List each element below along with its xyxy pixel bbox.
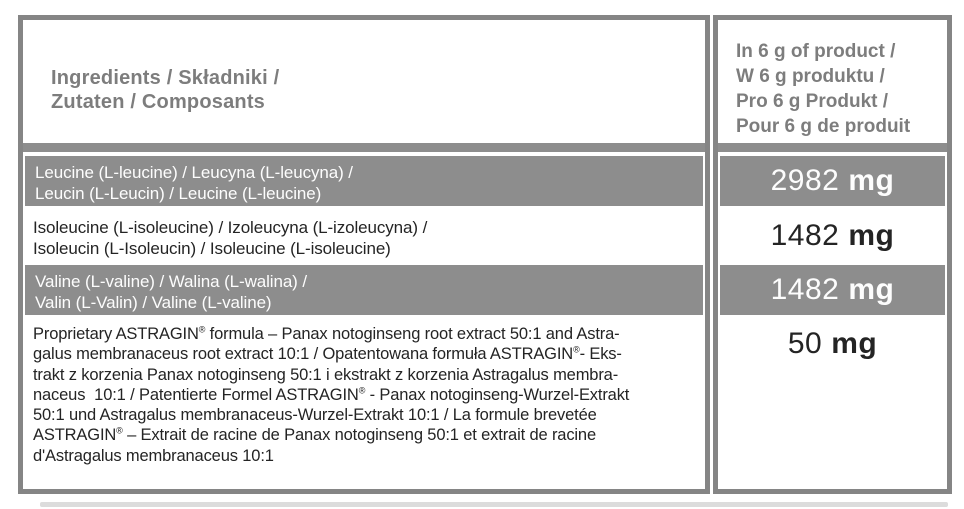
amounts-header-cell — [718, 20, 947, 143]
amounts-header-line4: Pour 6 g de produit — [736, 115, 911, 137]
ingredient-name-line: Valine (L-valine) / Walina (L-walina) / — [35, 272, 307, 291]
ingredients-column — [18, 15, 710, 494]
ingredient-name-line: Leucin (L-Leucin) / Leucine (L-leucine) — [35, 184, 322, 203]
amount-cell-isoleucine — [718, 211, 947, 261]
ingredients-header-cell — [23, 20, 705, 143]
ingredients-header-line1: Ingredients / Składniki / — [51, 66, 280, 89]
ingredient-row-valine — [25, 265, 703, 315]
amounts-header-line3: Pro 6 g Produkt / — [736, 90, 889, 112]
ingredient-row-astragin-formula: Proprietary ASTRAGIN® formula – Panax notoginseng root extract 50:1 and Astra- galus membranaceus root extract 10:1 / Opatentowana formuła ASTRAGIN®- Eks- trakt z korzenia Panax notoginseng 50:1 i ekstrakt z korzenia Astragalus membra- naceus 10:1 / Patentierte Formel ASTRAGIN® - Panax notoginseng-Wurzel-Extrakt 50:1 und Astragalus membranaceus-Wurzel-Extrakt 10:1 / La formule brevetée ASTRAGIN® – Extrait de racine de Panax notoginseng 50:1 et extrait de racine d'Astragalus membranaceus 10:1 — [23, 320, 705, 489]
amount-cell-astragin-formula — [718, 320, 947, 489]
amount-value: 1482 — [770, 219, 840, 252]
amounts-header-line1: In 6 g of product / — [736, 40, 896, 62]
amount-value: 1482 — [770, 273, 840, 306]
ingredient-name-line: Isoleucine (L-isoleucine) / Izoleucyna (L-izoleucyna) / — [33, 218, 428, 237]
ingredient-name-line: Leucine (L-leucine) / Leucyna (L-leucyna) / — [35, 163, 353, 182]
ingredient-name-line: Valin (L-Valin) / Valine (L-valine) — [35, 293, 272, 312]
ingredient-row-isoleucine — [23, 211, 705, 261]
ingredient-name-line: Isoleucin (L-Isoleucin) / Isoleucine (L-isoleucine) — [33, 239, 391, 258]
amount-cell-valine — [720, 265, 945, 315]
amount-unit: mg — [848, 164, 895, 197]
amount-cell-leucine — [720, 156, 945, 206]
amount-unit: mg — [848, 219, 895, 252]
amount-value: 2982 — [770, 164, 840, 197]
amounts-column — [713, 15, 952, 494]
amounts-header-line2: W 6 g produktu / — [736, 65, 885, 87]
bottom-scan-artifact-bar — [40, 502, 948, 507]
amount-unit: mg — [831, 327, 878, 360]
amount-unit: mg — [848, 273, 895, 306]
header-separator-band — [718, 143, 947, 152]
ingredient-row-leucine — [25, 156, 703, 206]
amount-value: 50 — [787, 327, 823, 360]
header-separator-band — [23, 143, 705, 152]
ingredients-header-line2: Zutaten / Composants — [51, 90, 266, 113]
